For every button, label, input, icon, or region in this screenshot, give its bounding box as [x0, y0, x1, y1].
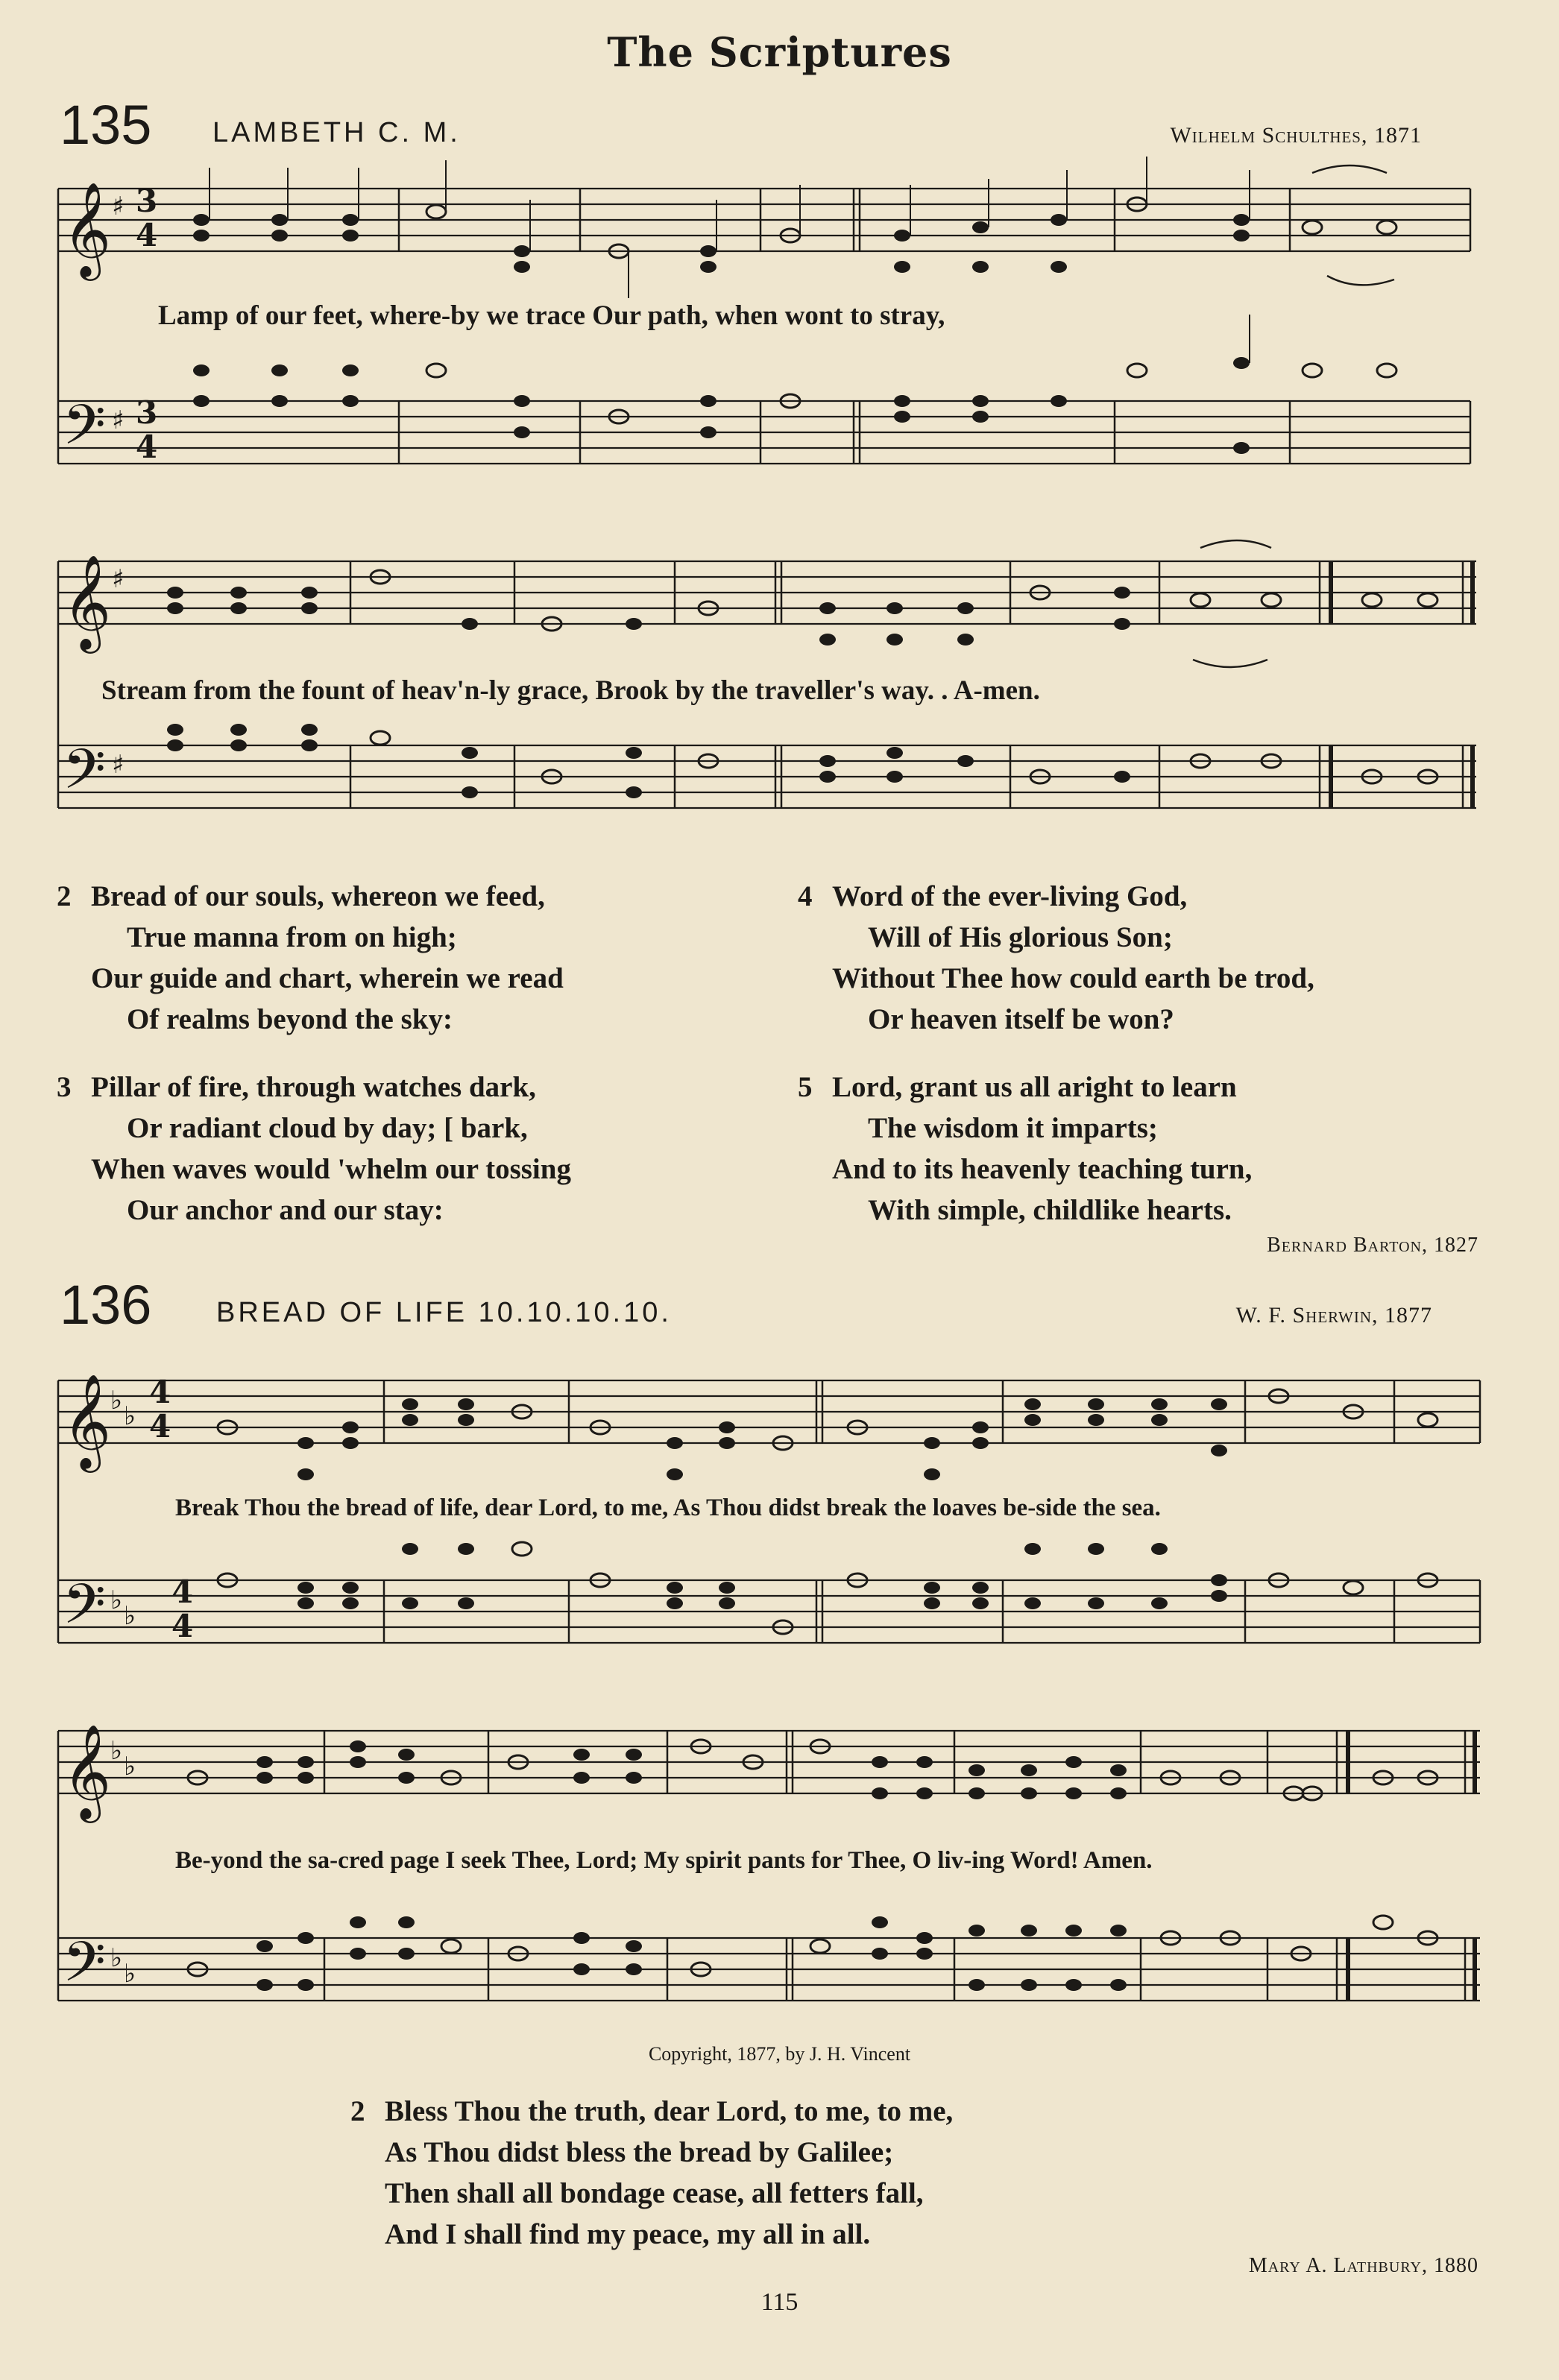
verse-line: Of realms beyond the sky:	[127, 1003, 453, 1035]
hymn-number: 136	[60, 1274, 152, 1336]
verse-line: Bless Thou the truth, dear Lord, to me, to me,	[385, 2095, 954, 2127]
verse-line: Our guide and chart, wherein we read	[91, 962, 564, 994]
verse-line: Our anchor and our stay:	[127, 1194, 444, 1226]
svg-text:3: 3	[136, 183, 158, 219]
composer-credit: Wilhelm Schulthes, 1871	[1170, 123, 1422, 148]
svg-text:𝄢: 𝄢	[63, 1930, 106, 2008]
svg-text:𝄞: 𝄞	[63, 181, 112, 277]
treble-staff	[58, 1380, 1480, 1443]
svg-text:♭: ♭	[110, 1585, 123, 1615]
verse-line: Or heaven itself be won?	[868, 1003, 1174, 1035]
verse-line: As Thou didst bless the bread by Galilee;	[385, 2136, 894, 2168]
svg-text:♭: ♭	[124, 1959, 136, 1989]
verse-line: Word of the ever-living God,	[832, 880, 1188, 912]
verse-line: And to its heavenly teaching turn,	[832, 1153, 1253, 1185]
hymn-number: 135	[60, 94, 152, 156]
verse-line: Will of His glorious Son;	[868, 921, 1173, 953]
svg-text:♭: ♭	[124, 1601, 136, 1631]
composer-credit: W. F. Sherwin, 1877	[1235, 1303, 1432, 1328]
svg-text:𝄢: 𝄢	[63, 393, 106, 471]
svg-text:♭: ♭	[124, 1752, 136, 1781]
svg-text:𝄢: 𝄢	[63, 737, 106, 815]
verse-number: 3	[57, 1071, 72, 1103]
verse-line: True manna from on high;	[127, 921, 457, 953]
svg-text:♯: ♯	[112, 405, 125, 435]
svg-text:4: 4	[136, 217, 158, 253]
tune-name: LAMBETH C. M.	[212, 117, 461, 148]
lyric-line-136-2: Be-yond the sa-cred page I seek Thee, Lord; My spirit pants for Thee, O liv-ing Word! Amen.	[175, 1847, 1153, 1874]
svg-text:3: 3	[136, 394, 158, 431]
svg-text:♯: ♯	[112, 192, 125, 221]
verse-line: The wisdom it imparts;	[868, 1112, 1158, 1144]
verse-number: 2	[57, 880, 72, 912]
lyric-line-136-1: Break Thou the bread of life, dear Lord, to me, As Thou didst break the loaves be-side the sea.	[175, 1494, 1161, 1521]
lyric-line-135-2: Stream from the fount of heav'n-ly grace, Brook by the traveller's way. . A-men.	[101, 675, 1040, 706]
verse-line: Without Thee how could earth be trod,	[832, 962, 1314, 994]
verse-line: When waves would 'whelm our tossing	[91, 1153, 571, 1185]
author-credit: Bernard Barton, 1827	[1267, 1234, 1478, 1257]
svg-text:𝄢: 𝄢	[63, 1572, 106, 1650]
lyric-line-135-1: Lamp of our feet, where-by we trace Our path, when wont to stray,	[158, 300, 945, 331]
svg-text:4: 4	[136, 429, 158, 465]
tune-name: BREAD OF LIFE 10.10.10.10.	[216, 1297, 672, 1328]
verse-block-136	[350, 2091, 953, 2255]
verse-line: Then shall all bondage cease, all fetters fall,	[385, 2177, 924, 2209]
svg-text:4: 4	[149, 1374, 171, 1410]
svg-text:♭: ♭	[110, 1386, 123, 1415]
verse-line: And I shall find my peace, my all in all.	[385, 2218, 871, 2250]
verse-line: Lord, grant us all aright to learn	[832, 1071, 1237, 1103]
bass-staff	[58, 1580, 1480, 1643]
svg-text:♯: ♯	[112, 750, 125, 780]
svg-text:𝄞: 𝄞	[63, 1723, 112, 1819]
svg-text:♯: ♯	[112, 564, 125, 594]
svg-text:♭: ♭	[110, 1736, 123, 1766]
svg-text:𝄞: 𝄞	[63, 1373, 112, 1468]
verse-number: 5	[798, 1071, 813, 1103]
author-credit: Mary A. Lathbury, 1880	[1248, 2254, 1478, 2277]
verse-number: 4	[798, 880, 813, 912]
section-title: The Scriptures	[607, 28, 952, 76]
page-number: 115	[760, 2288, 799, 2316]
verse-line: Bread of our souls, whereon we feed,	[91, 880, 545, 912]
verse-line: Pillar of fire, through watches dark,	[91, 1071, 536, 1103]
svg-text:♭: ♭	[110, 1943, 123, 1973]
svg-text:4: 4	[149, 1408, 171, 1445]
svg-text:4: 4	[171, 1608, 194, 1644]
svg-text:𝄞: 𝄞	[63, 554, 112, 649]
svg-text:4: 4	[171, 1573, 194, 1610]
svg-text:♭: ♭	[124, 1401, 136, 1431]
verse-line: Or radiant cloud by day; [ bark,	[127, 1112, 528, 1144]
verse-line: With simple, childlike hearts.	[868, 1194, 1232, 1226]
copyright-notice: Copyright, 1877, by J. H. Vincent	[648, 2043, 911, 2065]
verse-number: 2	[350, 2095, 365, 2127]
